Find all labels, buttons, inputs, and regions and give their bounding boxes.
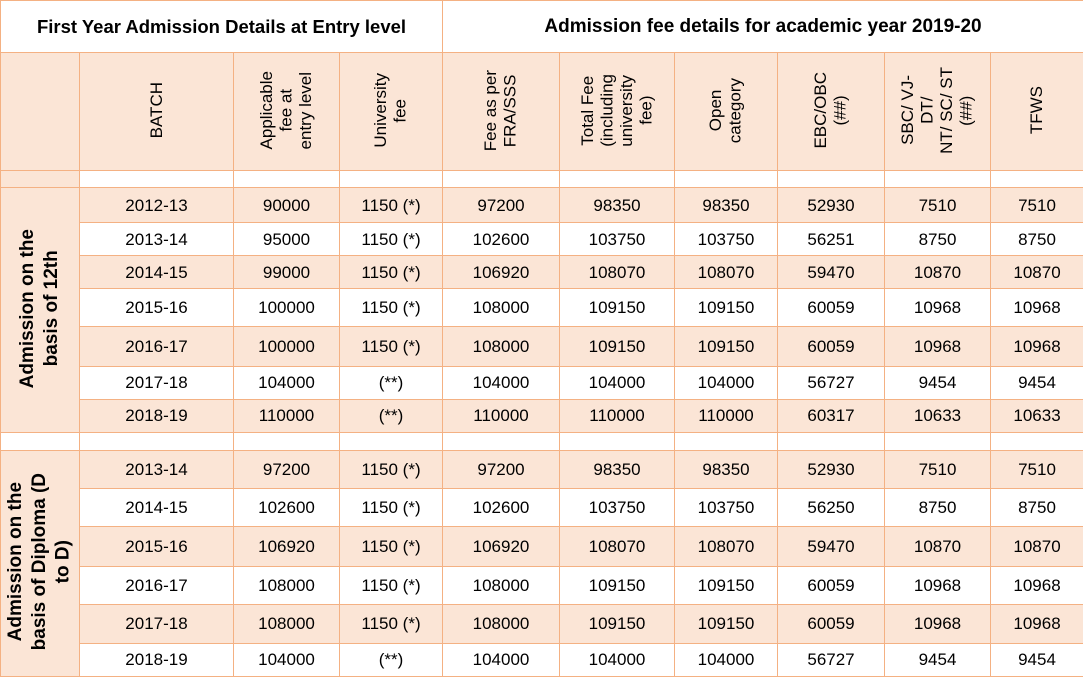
- batch-cell: 2014-15: [80, 256, 234, 289]
- applicable-fee-cell: 99000: [234, 256, 340, 289]
- applicable-fee-cell: 106920: [234, 526, 340, 566]
- spacer-row: [1, 432, 1083, 450]
- group-label-diploma: Admission on the basis of Diploma (D to D): [1, 450, 80, 676]
- fee-fra-cell: 106920: [443, 526, 560, 566]
- open-category-cell: 103750: [675, 488, 778, 526]
- fee-fra-cell: 104000: [443, 366, 560, 399]
- table-row: [1, 643, 1083, 676]
- tfws-cell: 10968: [991, 604, 1083, 643]
- applicable-fee-cell: 90000: [234, 188, 340, 223]
- fee-fra-cell: 97200: [443, 450, 560, 488]
- batch-cell: 2013-14: [80, 223, 234, 256]
- sbc-cell: 9454: [885, 366, 991, 399]
- sbc-cell: 7510: [885, 188, 991, 223]
- open-category-cell: 104000: [675, 366, 778, 399]
- table-row: [1, 327, 1083, 366]
- total-fee-cell: 98350: [560, 450, 675, 488]
- batch-cell: 2013-14: [80, 450, 234, 488]
- fee-fra-cell: 102600: [443, 488, 560, 526]
- ebc-obc-cell: 56727: [778, 643, 885, 676]
- spacer-row: [1, 171, 1083, 188]
- tfws-cell: 8750: [991, 488, 1083, 526]
- ebc-obc-cell: 59470: [778, 256, 885, 289]
- university-fee-cell: (**): [340, 366, 443, 399]
- total-fee-cell: 109150: [560, 289, 675, 327]
- total-fee-cell: 108070: [560, 256, 675, 289]
- column-header-sbc: SBC/ VJ- DT/ NT/ SC/ ST (##): [885, 53, 991, 171]
- table-row: [1, 450, 1083, 488]
- fee-fra-cell: 108000: [443, 289, 560, 327]
- title-row: [1, 1, 1083, 53]
- tfws-cell: 10968: [991, 289, 1083, 327]
- ebc-obc-cell: 56727: [778, 366, 885, 399]
- sbc-cell: 10968: [885, 566, 991, 604]
- table-row: [1, 289, 1083, 327]
- ebc-obc-cell: 52930: [778, 188, 885, 223]
- tfws-cell: 9454: [991, 366, 1083, 399]
- column-header-total-fee: Total Fee (including university fee): [560, 53, 675, 171]
- sbc-cell: 7510: [885, 450, 991, 488]
- open-category-cell: 108070: [675, 526, 778, 566]
- sbc-cell: 10870: [885, 256, 991, 289]
- applicable-fee-cell: 102600: [234, 488, 340, 526]
- total-fee-cell: 109150: [560, 327, 675, 366]
- batch-cell: 2016-17: [80, 566, 234, 604]
- university-fee-cell: 1150 (*): [340, 256, 443, 289]
- university-fee-cell: 1150 (*): [340, 604, 443, 643]
- batch-cell: 2016-17: [80, 327, 234, 366]
- open-category-cell: 104000: [675, 643, 778, 676]
- total-fee-cell: 104000: [560, 643, 675, 676]
- table-row: [1, 566, 1083, 604]
- total-fee-cell: 109150: [560, 604, 675, 643]
- sbc-cell: 10968: [885, 289, 991, 327]
- university-fee-cell: 1150 (*): [340, 223, 443, 256]
- ebc-obc-cell: 52930: [778, 450, 885, 488]
- column-header-row: [1, 53, 1083, 171]
- ebc-obc-cell: 60059: [778, 327, 885, 366]
- corner-header-cell: [1, 53, 80, 171]
- sbc-cell: 9454: [885, 643, 991, 676]
- ebc-obc-cell: 56251: [778, 223, 885, 256]
- total-fee-cell: 103750: [560, 223, 675, 256]
- sbc-cell: 10968: [885, 604, 991, 643]
- column-header-open-category: Open category: [675, 53, 778, 171]
- open-category-cell: 110000: [675, 399, 778, 432]
- university-fee-cell: 1150 (*): [340, 526, 443, 566]
- university-fee-cell: (**): [340, 643, 443, 676]
- open-category-cell: 108070: [675, 256, 778, 289]
- university-fee-cell: 1150 (*): [340, 327, 443, 366]
- column-header-fee-fra: Fee as per FRA/SSS: [443, 53, 560, 171]
- sbc-cell: 8750: [885, 488, 991, 526]
- applicable-fee-cell: 104000: [234, 643, 340, 676]
- column-header-applicable-fee: Applicable fee at entry level: [234, 53, 340, 171]
- university-fee-cell: 1150 (*): [340, 289, 443, 327]
- sbc-cell: 10633: [885, 399, 991, 432]
- table-row: [1, 256, 1083, 289]
- batch-cell: 2017-18: [80, 366, 234, 399]
- open-category-cell: 98350: [675, 450, 778, 488]
- fee-fra-cell: 110000: [443, 399, 560, 432]
- batch-cell: 2017-18: [80, 604, 234, 643]
- fee-fra-cell: 102600: [443, 223, 560, 256]
- total-fee-cell: 108070: [560, 526, 675, 566]
- group-diploma: [1, 450, 1083, 676]
- fee-fra-cell: 106920: [443, 256, 560, 289]
- university-fee-cell: 1150 (*): [340, 188, 443, 223]
- batch-cell: 2015-16: [80, 526, 234, 566]
- fee-fra-cell: 97200: [443, 188, 560, 223]
- university-fee-cell: 1150 (*): [340, 566, 443, 604]
- tfws-cell: 7510: [991, 188, 1083, 223]
- open-category-cell: 109150: [675, 289, 778, 327]
- applicable-fee-cell: 108000: [234, 604, 340, 643]
- table-title-right: Admission fee details for academic year 2019-20: [443, 1, 1083, 53]
- table-row: [1, 223, 1083, 256]
- batch-cell: 2012-13: [80, 188, 234, 223]
- applicable-fee-cell: 110000: [234, 399, 340, 432]
- sbc-cell: 8750: [885, 223, 991, 256]
- tfws-cell: 8750: [991, 223, 1083, 256]
- tfws-cell: 7510: [991, 450, 1083, 488]
- ebc-obc-cell: 60059: [778, 289, 885, 327]
- total-fee-cell: 110000: [560, 399, 675, 432]
- open-category-cell: 103750: [675, 223, 778, 256]
- table-row: [1, 526, 1083, 566]
- ebc-obc-cell: 59470: [778, 526, 885, 566]
- column-header-batch: BATCH: [80, 53, 234, 171]
- tfws-cell: 10870: [991, 526, 1083, 566]
- sbc-cell: 10968: [885, 327, 991, 366]
- applicable-fee-cell: 104000: [234, 366, 340, 399]
- total-fee-cell: 103750: [560, 488, 675, 526]
- total-fee-cell: 109150: [560, 566, 675, 604]
- table-row: [1, 366, 1083, 399]
- tfws-cell: 10968: [991, 327, 1083, 366]
- tfws-cell: 10968: [991, 566, 1083, 604]
- table-row: [1, 488, 1083, 526]
- ebc-obc-cell: 60059: [778, 604, 885, 643]
- open-category-cell: 109150: [675, 604, 778, 643]
- table-row: [1, 399, 1083, 432]
- group-label-12th: Admission on the basis of 12th: [1, 188, 80, 432]
- total-fee-cell: 104000: [560, 366, 675, 399]
- column-header-tfws: TFWS: [991, 53, 1083, 171]
- applicable-fee-cell: 97200: [234, 450, 340, 488]
- tfws-cell: 10870: [991, 256, 1083, 289]
- sbc-cell: 10870: [885, 526, 991, 566]
- applicable-fee-cell: 100000: [234, 289, 340, 327]
- tfws-cell: 10633: [991, 399, 1083, 432]
- batch-cell: 2014-15: [80, 488, 234, 526]
- open-category-cell: 109150: [675, 327, 778, 366]
- ebc-obc-cell: 60059: [778, 566, 885, 604]
- batch-cell: 2018-19: [80, 643, 234, 676]
- table-row: [1, 604, 1083, 643]
- table-row: [1, 188, 1083, 223]
- open-category-cell: 109150: [675, 566, 778, 604]
- university-fee-cell: 1150 (*): [340, 450, 443, 488]
- table-title-left: First Year Admission Details at Entry level: [1, 1, 443, 53]
- fee-fra-cell: 104000: [443, 643, 560, 676]
- tfws-cell: 9454: [991, 643, 1083, 676]
- ebc-obc-cell: 56250: [778, 488, 885, 526]
- applicable-fee-cell: 100000: [234, 327, 340, 366]
- university-fee-cell: 1150 (*): [340, 488, 443, 526]
- university-fee-cell: (**): [340, 399, 443, 432]
- column-header-ebc-obc: EBC/OBC (##): [778, 53, 885, 171]
- batch-cell: 2015-16: [80, 289, 234, 327]
- fee-fra-cell: 108000: [443, 604, 560, 643]
- fee-fra-cell: 108000: [443, 327, 560, 366]
- total-fee-cell: 98350: [560, 188, 675, 223]
- group-12th: [1, 188, 1083, 432]
- ebc-obc-cell: 60317: [778, 399, 885, 432]
- applicable-fee-cell: 108000: [234, 566, 340, 604]
- open-category-cell: 98350: [675, 188, 778, 223]
- column-header-university-fee: University fee: [340, 53, 443, 171]
- batch-cell: 2018-19: [80, 399, 234, 432]
- applicable-fee-cell: 95000: [234, 223, 340, 256]
- fee-fra-cell: 108000: [443, 566, 560, 604]
